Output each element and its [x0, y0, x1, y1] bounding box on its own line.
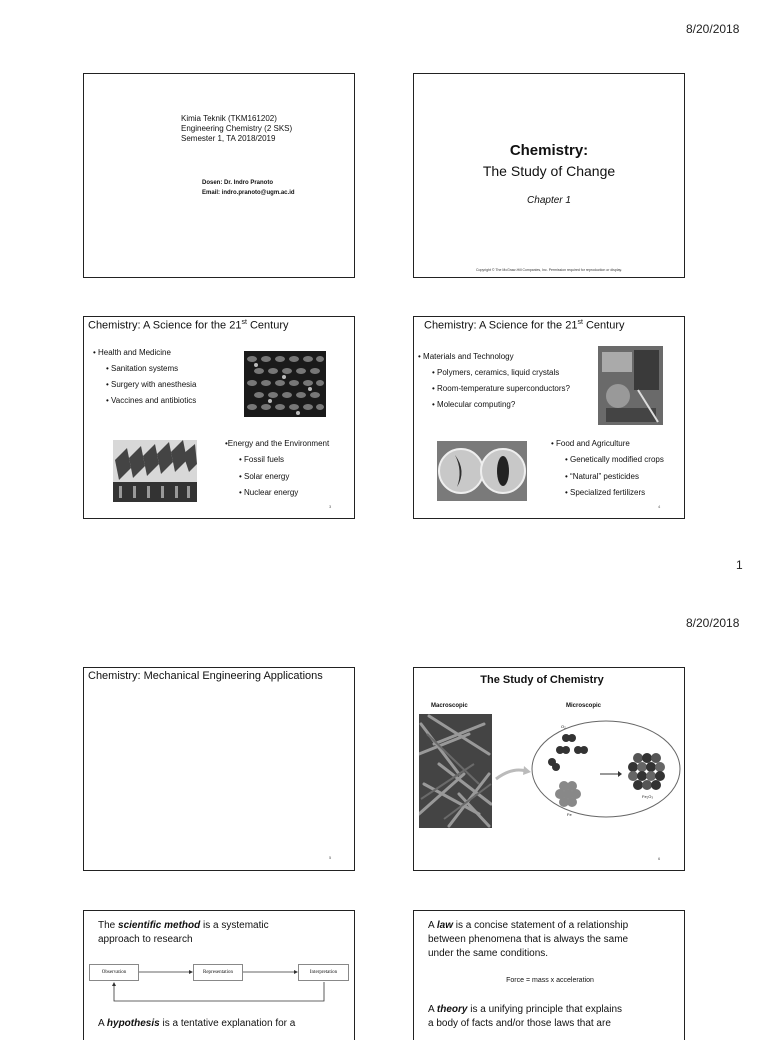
slide-2-subtitle: The Study of Change [482, 163, 616, 179]
sub-bullet: • Molecular computing? [432, 400, 516, 409]
petri-dish-graphic [437, 441, 527, 501]
slide-3 [83, 316, 355, 519]
fe-label: Fe [567, 812, 572, 817]
molecular-view-graphic [530, 718, 682, 820]
sub-bullet: • Specialized fertilizers [565, 488, 646, 497]
force-formula: Force = mass x acceleration [506, 977, 594, 984]
solar-panel-image [113, 440, 197, 502]
slide-number: 4 [658, 504, 661, 509]
theory-line2: a body of facts and/or those laws that are [428, 1018, 611, 1029]
slide-2 [413, 73, 685, 278]
slide-number: 5 [329, 855, 332, 860]
law-line1: A law is a concise statement of a relationship [428, 920, 629, 931]
sub-bullet: • Room-temperature superconductors? [432, 384, 570, 393]
bullet-materials: • Materials and Technology [418, 352, 514, 361]
representation-box: Representation [193, 964, 243, 981]
scientific-method-line2: approach to research [98, 934, 193, 945]
macroscopic-label: Macroscopic [431, 703, 468, 709]
copyright: Copyright © The McGraw-Hill Companies, Inc. Permission required for reproduction or display. [475, 268, 622, 272]
molecular-view [530, 718, 682, 820]
sub-bullet: • Vaccines and antibiotics [106, 396, 197, 405]
page-number: 1 [736, 558, 743, 572]
rusty-nails-image [419, 714, 492, 828]
slide-8 [413, 910, 685, 1040]
page1-date: 8/20/2018 [686, 22, 740, 36]
pills-image-graphic [244, 351, 326, 417]
sub-bullet: • Genetically modified crops [565, 455, 664, 464]
sub-bullet: • Nuclear energy [239, 488, 299, 497]
flow-arrows [84, 961, 355, 1006]
bullet-health: • Health and Medicine [93, 348, 171, 357]
slide-7 [83, 910, 355, 1040]
theory-line1: A theory is a unifying principle that explains [428, 1004, 622, 1015]
sub-bullet: • Solar energy [239, 472, 290, 481]
o2-label: O₂ [561, 724, 566, 729]
microscopic-label: Microscopic [566, 703, 602, 709]
slide-6-title: The Study of Chemistry [480, 674, 604, 686]
slide-3-title: Chemistry: A Science for the 21st Century [88, 319, 289, 332]
rusty-nails-graphic [419, 714, 492, 828]
slide-5 [83, 667, 355, 871]
bullet-energy: •Energy and the Environment [225, 439, 330, 448]
scientific-method-line1: The scientific method is a systematic [98, 920, 269, 931]
slide-2-title: Chemistry: [509, 142, 589, 159]
course-name: Engineering Chemistry (2 SKS) [181, 124, 293, 133]
course-code: Kimia Teknik (TKM161202) [181, 114, 277, 123]
slide-4 [413, 316, 685, 519]
technology-graphic [598, 346, 663, 425]
slide-number: 3 [329, 504, 332, 509]
slide-5-title: Chemistry: Mechanical Engineering Applications [88, 670, 323, 682]
semester: Semester 1, TA 2018/2019 [181, 134, 276, 143]
observation-box: Observation [89, 964, 139, 981]
fe2o3-label: Fe₂O₃ [642, 794, 653, 799]
chapter-label: Chapter 1 [527, 195, 571, 206]
interpretation-box: Interpretation [298, 964, 349, 981]
slide-4-title: Chemistry: A Science for the 21st Century [424, 319, 625, 332]
hypothesis-line: A hypothesis is a tentative explanation for a [98, 1018, 296, 1029]
slide-1 [83, 73, 355, 278]
lecturer-email: Email: indro.pranoto@ugm.ac.id [202, 190, 295, 196]
sub-bullet: • Fossil fuels [239, 455, 285, 464]
page2-date: 8/20/2018 [686, 616, 740, 630]
bullet-food: • Food and Agriculture [551, 439, 630, 448]
solar-panel-graphic [113, 440, 197, 502]
sub-bullet: • Polymers, ceramics, liquid crystals [432, 368, 560, 377]
sub-bullet: • “Natural” pesticides [565, 472, 639, 481]
lecturer: Dosen: Dr. Indro Pranoto [202, 180, 274, 186]
technology-image [598, 346, 663, 425]
slide-number: 6 [658, 856, 661, 861]
pills-image [244, 351, 326, 417]
sub-bullet: • Surgery with anesthesia [106, 380, 197, 389]
transition-arrow-icon [494, 763, 532, 783]
law-line2: between phenomena that is always the same [428, 934, 629, 945]
petri-dish-image [437, 441, 527, 501]
slide-6 [413, 667, 685, 871]
sub-bullet: • Sanitation systems [106, 364, 179, 373]
law-line3: under the same conditions. [428, 948, 549, 959]
